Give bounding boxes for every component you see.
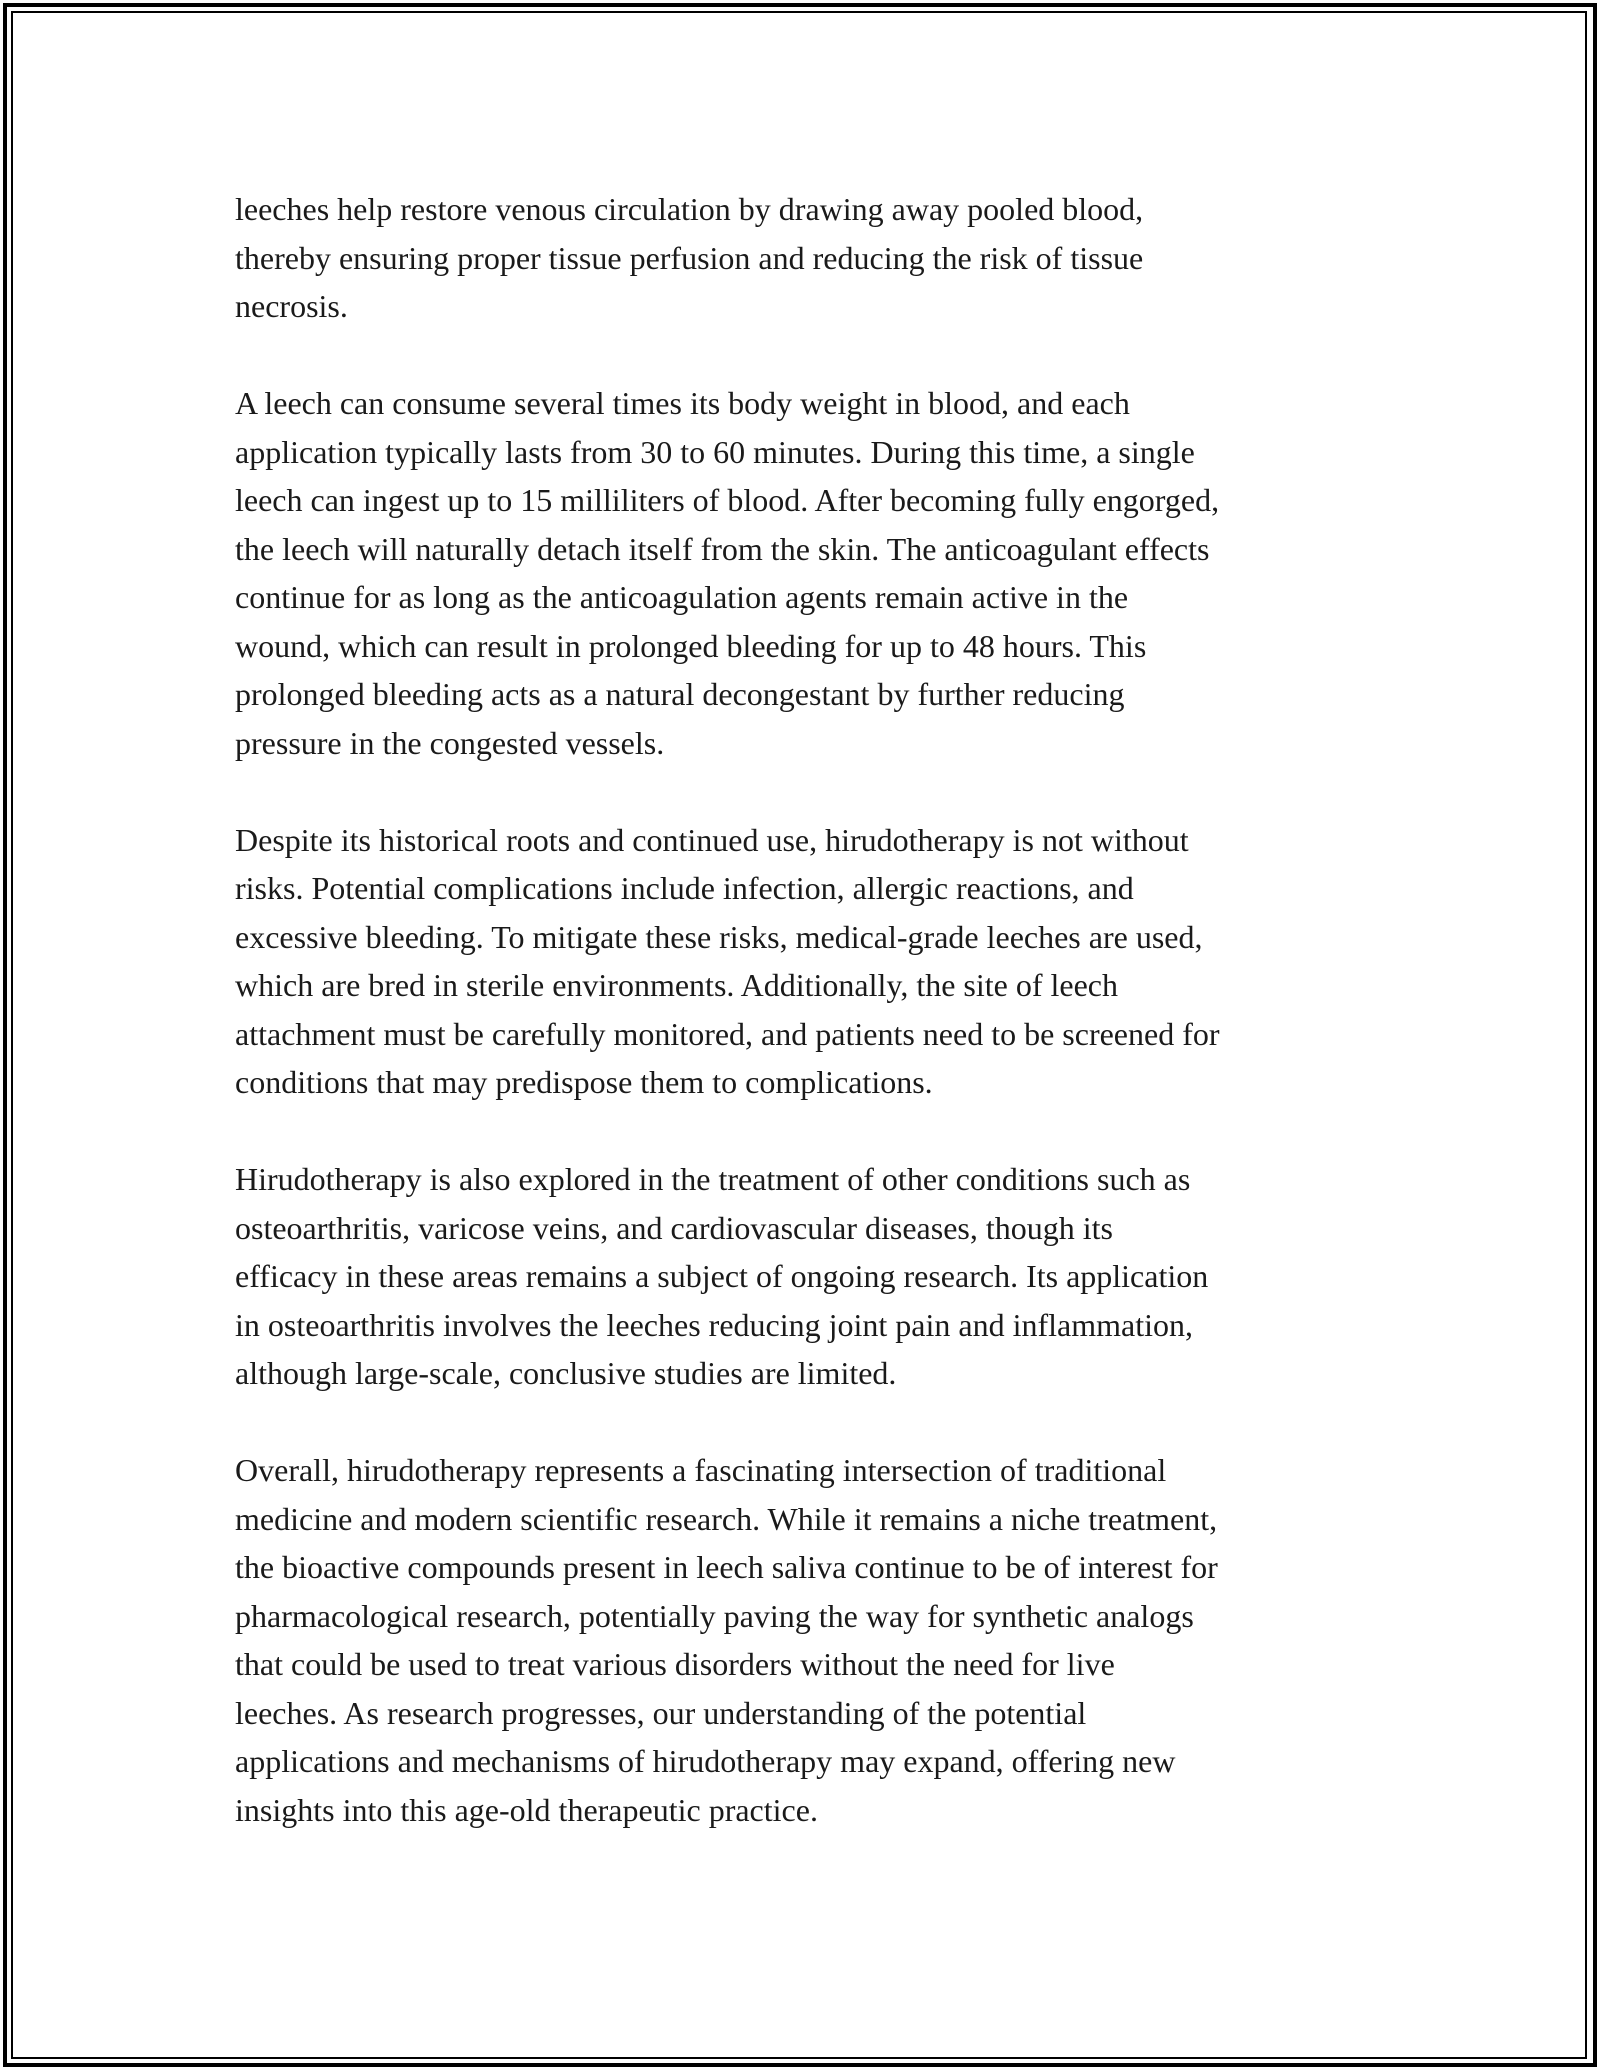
text-line: Overall, hirudotherapy represents a fascinating intersection of traditional bbox=[235, 1452, 1167, 1488]
text-line: which are bred in sterile environments. Additionally, the site of leech bbox=[235, 967, 1118, 1003]
text-line: although large-scale, conclusive studies are limited. bbox=[235, 1355, 897, 1391]
text-line: prolonged bleeding acts as a natural decongestant by further reducing bbox=[235, 676, 1125, 712]
text-line: attachment must be carefully monitored, and patients need to be screened for bbox=[235, 1015, 1220, 1052]
paragraph-other-conditions bbox=[235, 1155, 1375, 1398]
text-line: wound, which can result in prolonged bleeding for up to 48 hours. This bbox=[235, 627, 1147, 664]
text-line: conditions that may predispose them to complications. bbox=[235, 1064, 933, 1100]
text-line: application typically lasts from 30 to 60 minutes. During this time, a single bbox=[235, 433, 1195, 470]
text-line: excessive bleeding. To mitigate these risks, medical-grade leeches are used, bbox=[235, 918, 1203, 955]
text-line: that could be used to treat various disorders without the need for live bbox=[235, 1646, 1115, 1682]
text-line: necrosis. bbox=[235, 288, 348, 324]
text-line: Hirudotherapy is also explored in the treatment of other conditions such as bbox=[235, 1161, 1191, 1197]
text-line: risks. Potential complications include infection, allergic reactions, and bbox=[235, 870, 1134, 906]
document-body bbox=[235, 185, 1375, 1883]
paragraph-blood-consumption bbox=[235, 379, 1375, 767]
text-line: leech can ingest up to 15 milliliters of blood. After becoming fully engorged, bbox=[235, 482, 1220, 518]
text-line: pressure in the congested vessels. bbox=[235, 724, 665, 761]
text-line: leeches. As research progresses, our understanding of the potential bbox=[235, 1694, 1087, 1731]
text-line: continue for as long as the anticoagulation agents remain active in the bbox=[235, 579, 1129, 615]
text-line: osteoarthritis, varicose veins, and cardiovascular diseases, though its bbox=[235, 1209, 1113, 1246]
paragraph-risks bbox=[235, 816, 1375, 1107]
text-line: the bioactive compounds present in leech saliva continue to be of interest for bbox=[235, 1549, 1218, 1585]
text-line: A leech can consume several times its body weight in blood, and each bbox=[235, 385, 1130, 421]
text-line: pharmacological research, potentially paving the way for synthetic analogs bbox=[235, 1597, 1194, 1634]
text-line: medicine and modern scientific research. While it remains a niche treatment, bbox=[235, 1500, 1218, 1537]
text-line: efficacy in these areas remains a subject of ongoing research. Its application bbox=[235, 1258, 1209, 1294]
text-line: thereby ensuring proper tissue perfusion and reducing the risk of tissue bbox=[235, 239, 1144, 276]
paragraph-venous-circulation bbox=[235, 185, 1375, 331]
text-line: insights into this age-old therapeutic practice. bbox=[235, 1791, 818, 1828]
text-line: leeches help restore venous circulation by drawing away pooled blood, bbox=[235, 191, 1144, 227]
text-line: Despite its historical roots and continued use, hirudotherapy is not without bbox=[235, 821, 1189, 858]
paragraph-overall bbox=[235, 1446, 1375, 1834]
text-line: the leech will naturally detach itself from the skin. The anticoagulant effects bbox=[235, 530, 1210, 567]
text-line: in osteoarthritis involves the leeches reducing joint pain and inflammation, bbox=[235, 1306, 1193, 1343]
text-line: applications and mechanisms of hirudotherapy may expand, offering new bbox=[235, 1743, 1176, 1779]
